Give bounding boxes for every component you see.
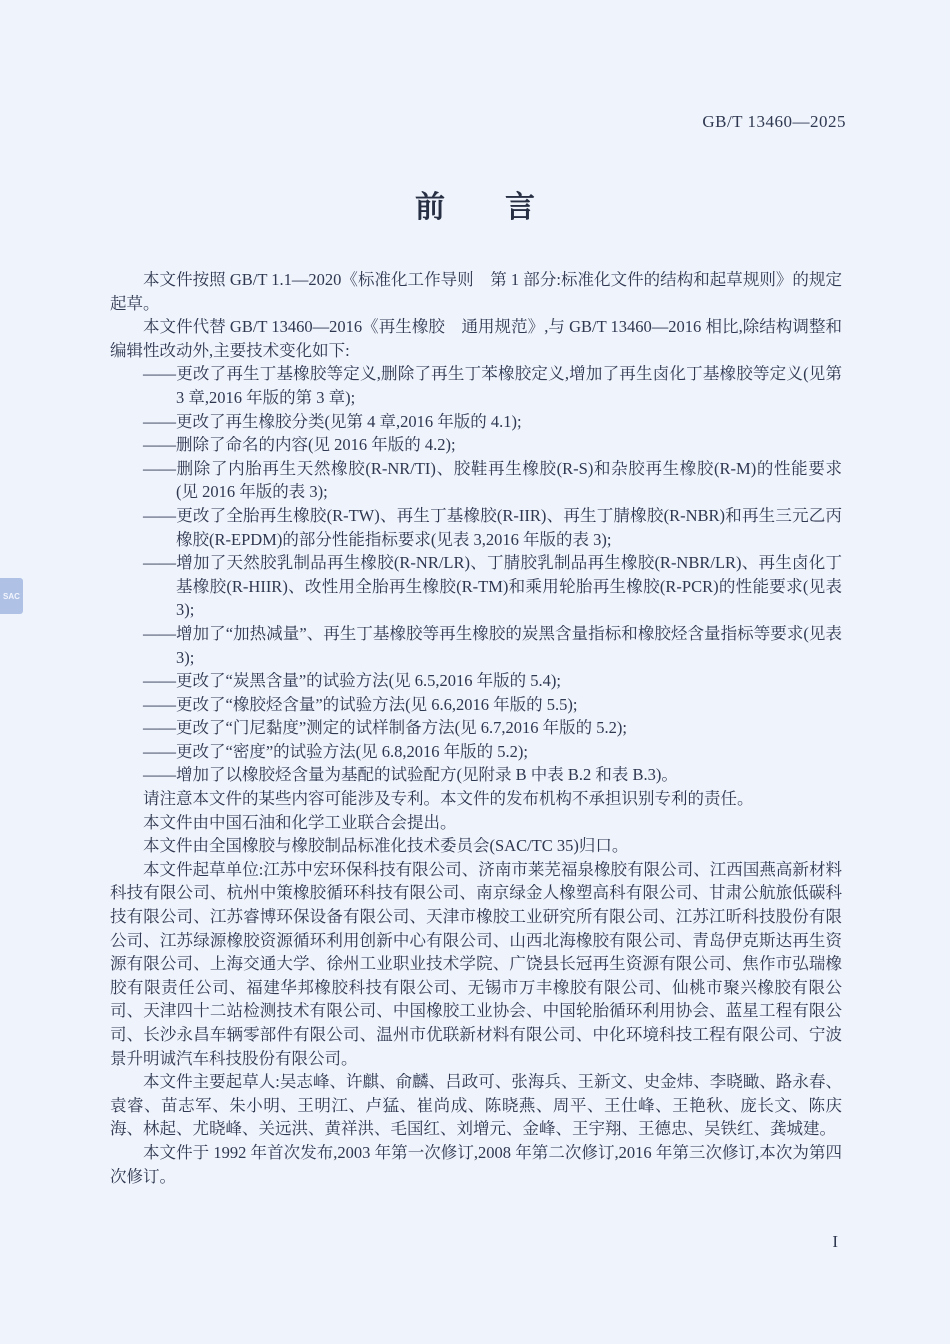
page-number: I [832,1232,838,1251]
foreword-title: 前 言 [415,191,535,224]
paragraph-main-drafters: 本文件主要起草人:吴志峰、许麒、俞麟、吕政可、张海兵、王新文、史金炜、李晓瞰、路永春、袁睿、苗志军、朱小明、王明江、卢猛、崔尚成、陈晓燕、周平、王仕峰、王艳秋、庞长文、陈庆海、林起、尤晓峰、关远洪、黄祥洪、毛国红、刘增元、金峰、王宇翔、王德忠、吴铁红、龚城建。 [110,1072,842,1139]
change-list-item: ——增加了“加热减量”、再生丁基橡胶等再生橡胶的炭黑含量指标和橡胶烃含量指标等要求(见表 3); [143,623,842,667]
change-list-item: ——更改了“门尼黏度”测定的试样制备方法(见 6.7,2016 年版的 5.2); [143,718,627,738]
change-list-item: ——更改了再生橡胶分类(见第 4 章,2016 年版的 4.1); [143,411,522,431]
paragraph-proposed-by: 本文件由中国石油和化学工业联合会提出。 [143,812,457,832]
standard-number: GB/T 13460—2025 [702,112,846,131]
paragraph-replaces: 本文件代替 GB/T 13460—2016《再生橡胶 通用规范》,与 GB/T 13460—2016 相比,除结构调整和编辑性改动外,主要技术变化如下: [110,317,842,360]
sac-watermark-label: SAC [3,591,20,601]
change-list-item: ——更改了“密度”的试验方法(见 6.8,2016 年版的 5.2); [143,741,528,761]
change-list-item: ——删除了内胎再生天然橡胶(R-NR/TI)、胶鞋再生橡胶(R-S)和杂胶再生橡胶(R-M)的性能要求(见 2016 年版的表 3); [143,458,842,502]
document-body [110,268,842,1188]
paragraph-revision-history: 本文件于 1992 年首次发布,2003 年第一次修订,2008 年第二次修订,2016 年第三次修订,本次为第四次修订。 [110,1142,842,1186]
change-list-item: ——删除了命名的内容(见 2016 年版的 4.2); [143,435,456,455]
paragraph-committee: 本文件由全国橡胶与橡胶制品标准化技术委员会(SAC/TC 35)归口。 [143,836,629,856]
paragraph-patent-notice: 请注意本文件的某些内容可能涉及专利。本文件的发布机构不承担识别专利的责任。 [143,789,754,809]
paragraph-drafting-organizations: 本文件起草单位:江苏中宏环保科技有限公司、济南市莱芜福泉橡胶有限公司、江西国燕高新材料科技有限公司、杭州中策橡胶循环科技有限公司、南京绿金人橡塑高科有限公司、甘肃公航旅低碳科技有限公司、江苏睿博环保设备有限公司、天津市橡胶工业研究所有限公司、江苏江昕科技股份有限公司、江苏绿源橡胶资源循环利用创新中心有限公司、山西北海橡胶有限公司、青岛伊克斯达再生资源有限公司、上海交通大学、徐州工业职业技术学院、广饶县长冠再生资源有限公司、焦作市弘瑞橡胶有限责任公司、福建华邦橡胶科技有限公司、无锡市万丰橡胶有限公司、仙桃市聚兴橡胶有限公司、天津四十二站检测技术有限公司、中国橡胶工业协会、中国轮胎循环利用协会、蓝星工程有限公司、长沙永昌车辆零部件有限公司、温州市优联新材料有限公司、中化环境科技工程有限公司、宁波景升明诚汽车科技股份有限公司。 [110,859,842,1068]
change-list-item: ——更改了“橡胶烃含量”的试验方法(见 6.6,2016 年版的 5.5); [143,694,578,714]
change-list-item: ——更改了再生丁基橡胶等定义,删除了再生丁苯橡胶定义,增加了再生卤化丁基橡胶等定义(见第 3 章,2016 年版的第 3 章); [143,364,842,407]
sac-watermark-badge [0,578,23,614]
change-list-item: ——增加了天然胶乳制品再生橡胶(R-NR/LR)、丁腈胶乳制品再生橡胶(R-NBR/LR)、再生卤化丁基橡胶(R-HIIR)、改性用全胎再生橡胶(R-TM)和乘用轮胎再生橡胶(R-PCR)的性能要求(见表 3); [143,553,842,620]
paragraph-drafting-rules: 本文件按照 GB/T 1.1—2020《标准化工作导则 第 1 部分:标准化文件的结构和起草规则》的规定起草。 [110,270,842,313]
change-list-item: ——更改了“炭黑含量”的试验方法(见 6.5,2016 年版的 5.4); [143,671,561,691]
change-list-item: ——更改了全胎再生橡胶(R-TW)、再生丁基橡胶(R-IIR)、再生丁腈橡胶(R-NBR)和再生三元乙丙橡胶(R-EPDM)的部分性能指标要求(见表 3,2016 年版的表 3); [143,505,842,549]
change-list-item: ——增加了以橡胶烃含量为基配的试验配方(见附录 B 中表 B.2 和表 B.3)。 [143,765,678,785]
